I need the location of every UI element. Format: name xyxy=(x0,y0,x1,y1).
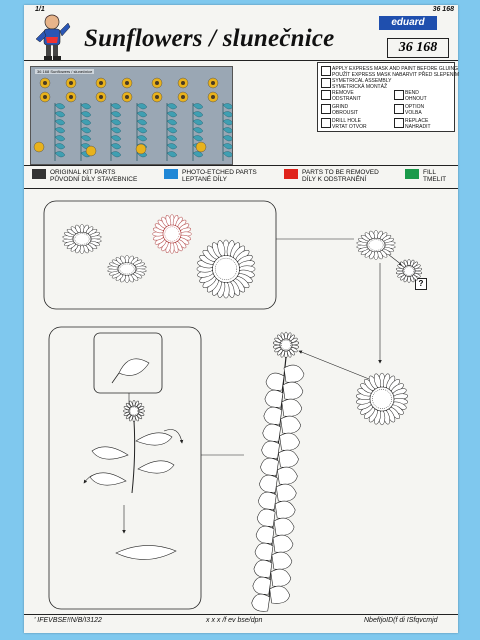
fret-leaf-part xyxy=(223,103,232,109)
fret-leaf-part xyxy=(55,151,65,157)
fret-leaf-part xyxy=(193,119,203,125)
fret-flower-center xyxy=(181,95,185,99)
fret-leaf-part xyxy=(193,103,203,109)
fret-leaf-part xyxy=(55,103,65,109)
fret-flower-part xyxy=(196,142,206,152)
mascot-icon xyxy=(32,11,72,63)
leaf xyxy=(263,424,281,441)
leaf xyxy=(281,416,301,433)
fret-leaf-part xyxy=(111,135,121,141)
leaf xyxy=(261,458,279,475)
leaf-stem xyxy=(112,373,119,383)
legend-bottom-divider xyxy=(24,188,458,189)
option-marker: ? xyxy=(415,278,427,290)
assembly-diagram xyxy=(24,193,458,613)
catalog-number-box: 36 168 xyxy=(387,38,449,58)
mask-spray-icon xyxy=(321,66,331,76)
leaf-detail xyxy=(119,359,149,376)
drill-hole-icon xyxy=(321,118,331,128)
fret-flower-center xyxy=(155,95,159,99)
sunflower-head xyxy=(123,400,145,422)
fret-leaf-part xyxy=(55,143,65,149)
leaf xyxy=(254,560,272,577)
leaf xyxy=(280,433,300,450)
stem-with-leaves xyxy=(252,357,304,611)
fret-leaf-part xyxy=(167,119,177,125)
fret-flower-center xyxy=(99,95,103,99)
loose-leaf xyxy=(116,545,176,559)
fret-leaf-part xyxy=(137,119,147,125)
fret-leaf-part xyxy=(193,151,203,157)
fret-leaf-part xyxy=(193,135,203,141)
footer-left-code: ' IFEVBSE!!N/B/I3122 xyxy=(34,617,102,624)
label-photo-etched: PHOTO-ETCHED PARTS LEPTANÉ DÍLY xyxy=(182,169,257,183)
fret-leaf-part xyxy=(167,111,177,117)
fret-leaf-part xyxy=(223,111,232,117)
small-plant xyxy=(90,421,174,493)
leaf xyxy=(277,467,297,484)
leaf xyxy=(253,577,271,594)
legend-item-text: APPLY EXPRESS MASK AND PAINT BEFORE GLUING POUŽÍT EXPRESS MASK NABARVIT PŘED SLEPENÍM xyxy=(332,66,459,78)
leaf xyxy=(92,447,128,459)
leaf xyxy=(264,407,282,424)
grind-icon xyxy=(321,104,331,114)
fret-flower-center xyxy=(125,95,129,99)
sunflower-head xyxy=(153,215,192,254)
footer-right-code: NbefIjoID(f di ISfqvcmjd xyxy=(364,617,438,624)
leaf xyxy=(136,433,172,445)
fret-flower-part xyxy=(86,146,96,156)
leaf xyxy=(258,492,276,509)
fret-leaf-part xyxy=(81,103,91,109)
leaf xyxy=(257,509,275,526)
fret-leaf-part xyxy=(55,135,65,141)
fret-leaf-part xyxy=(81,135,91,141)
legend-item-text: BEND OHNOUT xyxy=(405,90,427,102)
fret-leaf-part xyxy=(223,127,232,133)
fret-flower-center xyxy=(69,81,73,85)
fret-leaf-part xyxy=(223,135,232,141)
label-original-parts: ORIGINAL KIT PARTS PŮVODNÍ DÍLY STAVEBNICE xyxy=(50,169,138,183)
fret-leaf-part xyxy=(111,127,121,133)
header-divider xyxy=(24,60,458,61)
leaf xyxy=(274,518,294,535)
page-number: 1/1 xyxy=(35,6,45,13)
fret-leaf-part xyxy=(167,151,177,157)
brand-logo: eduard xyxy=(379,16,437,30)
legend-item-text: GRIND OBROUSIT xyxy=(332,104,359,116)
fret-leaf-part xyxy=(81,111,91,117)
fret-leaf-part xyxy=(223,119,232,125)
label-fill: FILL TMELIT xyxy=(423,169,447,183)
swatch-original-parts xyxy=(32,169,46,179)
leaf xyxy=(266,373,284,390)
fret-leaf-part xyxy=(193,111,203,117)
label-parts-removed: PARTS TO BE REMOVED DÍLY K ODSTRANĚNÍ xyxy=(302,169,379,183)
fret-leaf-part xyxy=(55,127,65,133)
leaf xyxy=(255,543,273,560)
fret-flower-center xyxy=(211,95,215,99)
leaf xyxy=(265,390,283,407)
fret-leaf-part xyxy=(167,127,177,133)
fret-flower-center xyxy=(69,95,73,99)
legend-divider xyxy=(24,165,458,166)
fret-leaf-part xyxy=(137,127,147,133)
fret-leaf-part xyxy=(55,119,65,125)
fret-leaf-part xyxy=(111,151,121,157)
fret-leaf-part xyxy=(81,127,91,133)
fret-leaf-part xyxy=(111,111,121,117)
bend-icon xyxy=(394,90,404,100)
legend-item-text: REMOVE ODSTRANIT xyxy=(332,90,361,102)
fret-flower-center xyxy=(125,81,129,85)
fret-leaf-part xyxy=(167,143,177,149)
leaf xyxy=(272,552,292,569)
instruction-legend xyxy=(317,62,459,132)
fret-leaf-part xyxy=(167,103,177,109)
leaf xyxy=(252,594,270,611)
leaf xyxy=(282,399,302,416)
arrow-to-stem xyxy=(299,351,374,381)
remove-icon xyxy=(321,90,331,100)
leaf xyxy=(256,526,274,543)
swatch-parts-removed xyxy=(284,169,298,179)
fret-flower-center xyxy=(43,95,47,99)
header-catalog-code: 36 168 xyxy=(432,6,454,13)
leaf xyxy=(273,535,293,552)
swatch-photo-etched xyxy=(164,169,178,179)
photo-etch-fret-image xyxy=(30,66,233,165)
leaf xyxy=(270,586,290,603)
fret-flower-part xyxy=(34,142,44,152)
fret-leaf-part xyxy=(137,135,147,141)
fret-flower-center xyxy=(211,81,215,85)
legend-item-text: SYMETRICAL ASSEMBLY SYMETRICKÁ MONTÁŽ xyxy=(332,78,392,90)
fret-leaf-part xyxy=(193,127,203,133)
sunflower-head xyxy=(107,255,146,282)
leaf xyxy=(276,484,296,501)
fret-leaf-part xyxy=(111,119,121,125)
leaf xyxy=(275,501,295,518)
sunflower-head xyxy=(356,373,408,425)
legend-item-text: REPLACE NAHRADIT xyxy=(405,118,431,130)
fret-leaf-part xyxy=(137,103,147,109)
swatch-fill xyxy=(405,169,419,179)
fret-leaf-part xyxy=(111,143,121,149)
leaf xyxy=(283,382,303,399)
leaf xyxy=(262,441,280,458)
fret-leaf-part xyxy=(223,143,232,149)
leaf xyxy=(284,365,304,382)
sunflower-head xyxy=(62,224,101,253)
fret-leaf-part xyxy=(167,135,177,141)
fret-flower-center xyxy=(181,81,185,85)
leaf xyxy=(279,450,299,467)
leaf xyxy=(271,569,291,586)
fret-flower-center xyxy=(99,81,103,85)
instruction-sheet xyxy=(24,5,458,633)
legend-item-text: OPTION VOLBA xyxy=(405,104,425,116)
fret-label: 36 168 Sunflowers / slunečnice xyxy=(37,69,93,74)
sunflower-head xyxy=(197,240,255,298)
footer-divider xyxy=(24,614,458,615)
fret-leaf-part xyxy=(137,111,147,117)
fret-leaf-part xyxy=(111,103,121,109)
page-title: Sunflowers / slunečnice xyxy=(84,25,335,52)
legend-item-text: DRILL HOLE VRTAT OTVOR xyxy=(332,118,367,130)
replace-icon xyxy=(394,118,404,128)
option-icon xyxy=(394,104,404,114)
fret-flower-center xyxy=(155,81,159,85)
symmetric-assembly-icon xyxy=(321,78,331,88)
fret-leaf-part xyxy=(223,151,232,157)
leaf xyxy=(90,473,126,485)
sunflower-head xyxy=(396,259,422,282)
fret-flower-center xyxy=(43,81,47,85)
fret-leaf-part xyxy=(81,119,91,125)
footer-center-url: x x x /f ev bse/dpn xyxy=(206,617,263,624)
fret-parts-graphic xyxy=(31,67,232,164)
fret-leaf-part xyxy=(55,111,65,117)
sunflower-head xyxy=(273,332,299,358)
leaf xyxy=(138,461,174,473)
fret-flower-part xyxy=(136,144,146,154)
leaf xyxy=(259,475,277,492)
